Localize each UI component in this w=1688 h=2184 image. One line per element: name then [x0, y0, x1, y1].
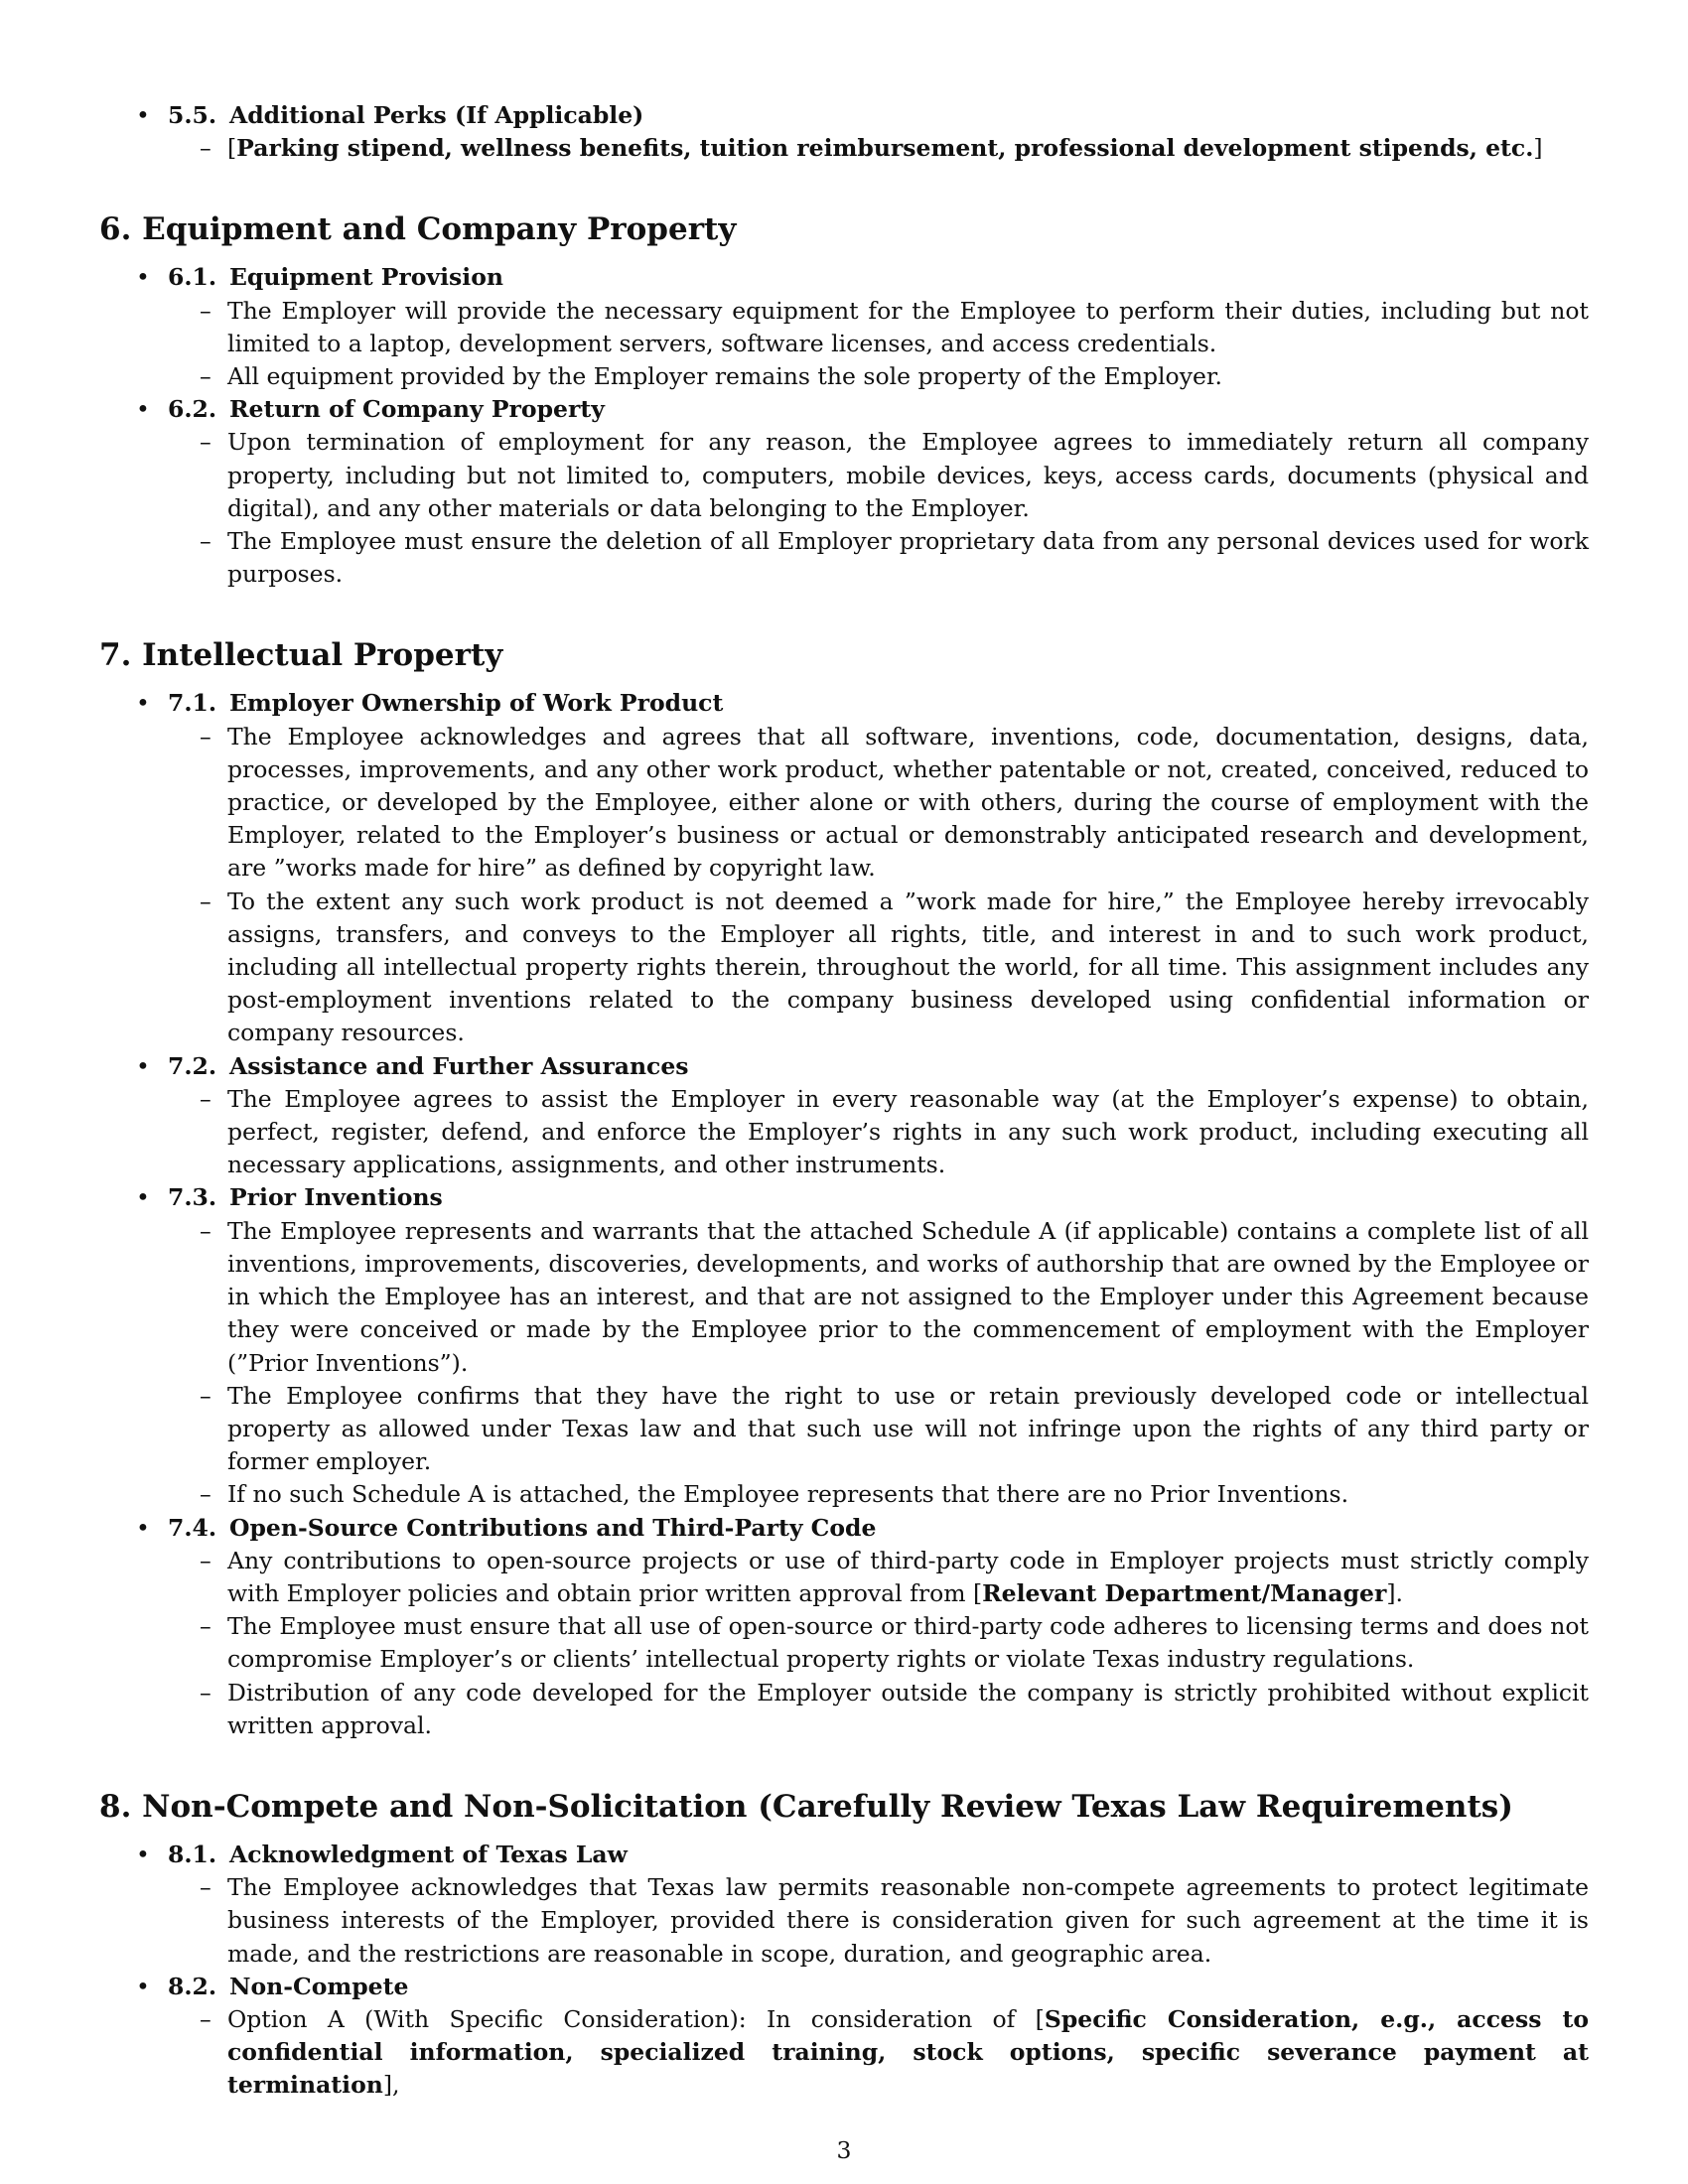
sub-text: The Employee acknowledges that Texas law permits reasonable non-compete agreements to protect legitimate business interests of the Employer, provided there is consideration given for such agreement at the time it is made, and the restrictions are reasonable in scope, duration, and geographic area. [227, 1873, 1589, 1968]
sub-text: The Employee represents and warrants that the attached Schedule A (if applicable) contains a complete list of all inventions, improvements, discoveries, developments, and works of authorship that are owned by the Employee or in which the Employee has an interest, and that are not assigned to the Employer under this Agreement because they were conceived or made by the Employee prior to the commencement of employment with the Employer (”Prior Inventions”). [227, 1216, 1589, 1377]
item-title [168, 1052, 689, 1080]
item-title-text: Non-Compete [229, 1972, 409, 2000]
list-item [99, 1839, 1589, 1971]
placeholder-bold: Relevant Department/Manager [982, 1578, 1387, 1607]
bullet-icon: • [136, 1840, 150, 1868]
item-heading [99, 1181, 1589, 1214]
item-title [168, 1973, 408, 2000]
bullet-icon: • [136, 395, 150, 424]
item-heading [99, 687, 1589, 720]
list-item [99, 1050, 1589, 1182]
sub-text: The Employee acknowledges and agrees that all software, inventions, code, documentation, designs, data, processes, improvements, and any other work product, whether patentable or not, created, conceived, reduced to practice, or developed by the Employee, either alone or with others, during the course of employment with the Employer, related to the Employer’s business or actual or demonstrably anticipated research and development, are ”works made for hire” as defined by copyright law. [227, 722, 1589, 883]
sub-text: The Employer will provide the necessary equipment for the Employee to perform their duties, including but not limited to a laptop, development servers, software licenses, and access credentials. [227, 296, 1589, 357]
dash-icon: – [200, 1612, 211, 1641]
sub-text: Distribution of any code developed for the Employer outside the company is strictly prohibited without explicit written approval. [227, 1678, 1589, 1739]
item-heading [99, 1971, 1589, 2003]
item-number: 7.2. [168, 1051, 217, 1080]
bullet-icon: • [136, 1051, 150, 1080]
list-item [99, 1181, 1589, 1511]
bullet-icon: • [136, 689, 150, 718]
bullet-icon: • [136, 263, 150, 292]
item-title-text: Acknowledgment of Texas Law [229, 1840, 628, 1868]
item-title-text: Return of Company Property [229, 395, 605, 424]
item-heading [99, 1050, 1589, 1083]
dash-icon: – [200, 722, 211, 751]
dash-icon: – [200, 2004, 211, 2033]
sub-item-text [227, 360, 1589, 393]
list-item [99, 393, 1589, 591]
sub-item-text [227, 1380, 1589, 1479]
sub-item [99, 426, 1589, 525]
sub-item [99, 1610, 1589, 1676]
item-heading [99, 99, 1589, 132]
sections-container [99, 209, 1589, 2102]
sub-item-text [227, 1215, 1589, 1380]
item-title-text: Employer Ownership of Work Product [229, 689, 724, 718]
item-title [168, 395, 605, 423]
section-title: 6. Equipment and Company Property [99, 211, 737, 248]
item-number: 8.2. [168, 1972, 217, 2000]
item-number: 7.3. [168, 1183, 217, 1212]
dash-icon: – [200, 527, 211, 556]
sub-item [99, 1380, 1589, 1479]
section-title: 7. Intellectual Property [99, 637, 503, 674]
sub-text: [ [227, 134, 237, 163]
dash-icon: – [200, 428, 211, 457]
list-item [99, 1971, 1589, 2103]
dash-icon: – [200, 296, 211, 325]
dash-icon: – [200, 1873, 211, 1902]
sub-text: The Employee confirms that they have the right to use or retain previously developed code or intellectual property as allowed under Texas law and that such use will not infringe upon the rights of any third party or former employer. [227, 1381, 1589, 1476]
bullet-icon: • [136, 1513, 150, 1542]
dash-icon: – [200, 1678, 211, 1706]
item-title [168, 263, 503, 291]
dash-icon: – [200, 887, 211, 915]
dash-icon: – [200, 134, 211, 163]
list-item [99, 687, 1589, 1049]
sub-text-post: ] [1533, 134, 1543, 163]
sub-item [99, 295, 1589, 360]
dash-icon: – [200, 1546, 211, 1574]
item-heading [99, 1839, 1589, 1871]
item-number: 7.4. [168, 1513, 217, 1542]
item-heading [99, 1512, 1589, 1545]
sub-item [99, 360, 1589, 393]
section [99, 635, 1589, 1742]
document-page [99, 99, 1589, 2103]
item-title-text: Assistance and Further Assurances [229, 1051, 689, 1080]
sub-item [99, 525, 1589, 591]
item-heading [99, 261, 1589, 294]
sub-text: If no such Schedule A is attached, the Employee represents that there are no Prior Inventions. [227, 1480, 1349, 1509]
placeholder-bold: Parking stipend, wellness benefits, tuition reimbursement, professional development stipends, etc. [236, 134, 1534, 163]
sub-text: All equipment provided by the Employer remains the sole property of the Employer. [227, 362, 1223, 391]
sub-text-post: ]. [1386, 1578, 1404, 1607]
sub-item [99, 1215, 1589, 1380]
sub-item-text [227, 2003, 1589, 2103]
item-number: 6.1. [168, 263, 217, 292]
dash-icon: – [200, 1084, 211, 1113]
sub-item-text [227, 525, 1589, 591]
sub-item [99, 1083, 1589, 1182]
sub-text: Any contributions to open-source projects or use of third-party code in Employer projects must strictly comply with Employer policies and obtain prior written approval from [ [227, 1546, 1589, 1607]
bullet-icon: • [136, 101, 150, 129]
sub-item-text [227, 1677, 1589, 1742]
dash-icon: – [200, 1381, 211, 1410]
sub-item-text [227, 886, 1589, 1050]
list-item [99, 99, 1589, 165]
sub-item [99, 2003, 1589, 2103]
sub-item-text [227, 1871, 1589, 1971]
placeholder-bold: Specific Consideration, e.g., access to confidential information, specialized training, stock options, specific severance payment at termination [227, 2004, 1589, 2100]
item-number: 6.2. [168, 395, 217, 424]
sub-text: The Employee must ensure the deletion of all Employer proprietary data from any personal devices used for work purposes. [227, 527, 1589, 589]
sub-item [99, 1478, 1589, 1511]
list-item [99, 261, 1589, 393]
section [99, 209, 1589, 591]
item-title-text: Additional Perks (If Applicable) [229, 101, 644, 129]
sub-item [99, 1871, 1589, 1971]
sub-item [99, 886, 1589, 1050]
sub-text: Option A (With Specific Consideration): In consideration of [ [227, 2004, 1045, 2033]
item-title [168, 1183, 443, 1211]
sub-item-text [227, 721, 1589, 886]
page-number: 3 [836, 2136, 852, 2164]
sub-text-post: ], [382, 2071, 400, 2100]
sub-item-text [227, 426, 1589, 525]
sub-text: The Employee agrees to assist the Employer in every reasonable way (at the Employer’s expense) to obtain, perfect, register, defend, and enforce the Employer’s rights in any such work product, including executing all necessary applications, assignments, and other instruments. [227, 1084, 1589, 1179]
bullet-icon: • [136, 1183, 150, 1212]
sub-item-text [227, 1610, 1589, 1676]
sub-item-text [227, 1083, 1589, 1182]
item-title-text: Open-Source Contributions and Third-Party Code [229, 1513, 877, 1542]
sub-text: Upon termination of employment for any reason, the Employee agrees to immediately return all company property, including but not limited to, computers, mobile devices, keys, access cards, documents (physical and digital), and any other materials or data belonging to the Employer. [227, 428, 1589, 522]
section [99, 1787, 1589, 2103]
sub-item-text [227, 1545, 1589, 1610]
bullet-icon: • [136, 1972, 150, 2000]
item-number: 8.1. [168, 1840, 217, 1868]
item-title-text: Equipment Provision [229, 263, 503, 292]
sub-item [99, 721, 1589, 886]
intro-item-container [99, 99, 1589, 165]
item-title [168, 1514, 876, 1542]
dash-icon: – [200, 362, 211, 391]
sub-item [99, 1545, 1589, 1610]
dash-icon: – [200, 1216, 211, 1245]
sub-item-text [227, 132, 1589, 165]
item-title [168, 689, 723, 717]
sub-item-text [227, 1478, 1589, 1511]
sub-text: The Employee must ensure that all use of open-source or third-party code adheres to licensing terms and does not compromise Employer’s or clients’ intellectual property rights or violate Texas industry regulations. [227, 1612, 1589, 1674]
item-title [168, 101, 643, 129]
item-number: 7.1. [168, 689, 217, 718]
sub-text: To the extent any such work product is not deemed a ”work made for hire,” the Employee hereby irrevocably assigns, transfers, and conveys to the Employer all rights, title, and interest in and to such work product, including all intellectual property rights therein, throughout the world, for all time. This assignment includes any post-employment inventions related to the company business developed using confidential information or company resources. [227, 887, 1589, 1047]
dash-icon: – [200, 1480, 211, 1509]
item-title [168, 1841, 628, 1868]
sub-item-text [227, 295, 1589, 360]
item-number: 5.5. [168, 101, 217, 129]
item-heading [99, 393, 1589, 426]
list-item [99, 1512, 1589, 1742]
section-title: 8. Non-Compete and Non-Solicitation (Carefully Review Texas Law Requirements) [99, 1788, 1513, 1825]
sub-item [99, 132, 1589, 165]
sub-item [99, 1677, 1589, 1742]
item-title-text: Prior Inventions [229, 1183, 443, 1212]
